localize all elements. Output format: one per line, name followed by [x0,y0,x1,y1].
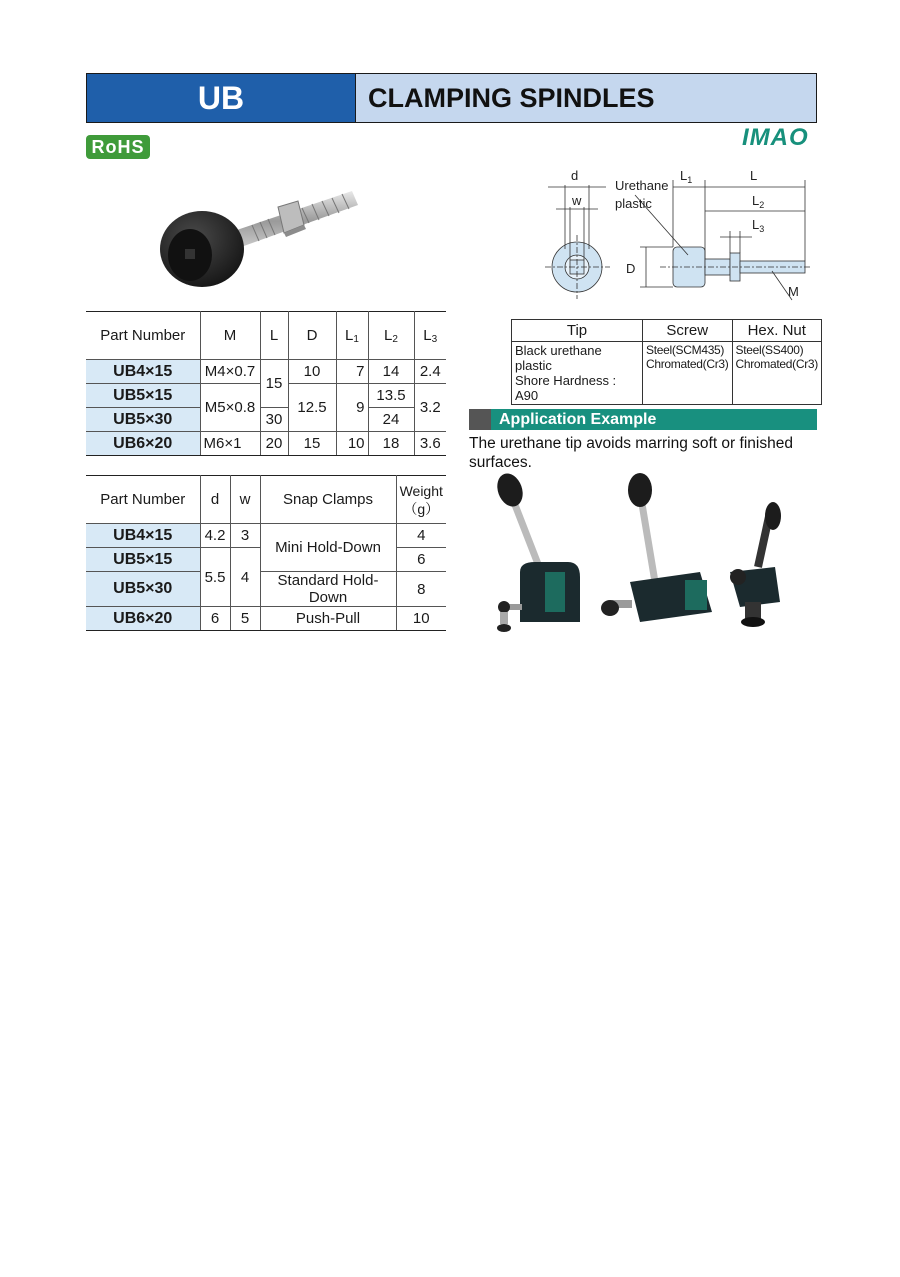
table-row: UB5×30 30 24 [86,408,446,432]
application-header [469,409,817,430]
rohs-badge: RoHS [86,135,150,159]
dim-l2-label: $L_2$ [752,193,765,210]
table-row: UB4×15 M4×0.7 15 10 7 14 2.4 [86,360,446,384]
col-l2: $L_2$ [368,312,414,360]
col-d: d [200,476,230,524]
page-header [86,73,817,123]
dimensions-table [86,311,446,456]
col-snap-clamps: Snap Clamps [260,476,396,524]
col-l3: $L_3$ [414,312,446,360]
screw-material: Steel(SCM435) Chromated(Cr3) [643,342,733,405]
table-row: UB6×20 M6×1 20 15 10 18 3.6 [86,432,446,456]
col-tip: Tip [512,320,643,342]
tip-material: Black urethane plastic Shore Hardness : A90 [512,342,643,405]
col-l1: $L_1$ [336,312,368,360]
application-title: Application Example [499,411,657,428]
col-hex-nut: Hex. Nut [732,320,822,342]
table-row: UB5×30 Standard Hold-Down 8 [86,572,446,607]
weight-table [86,475,446,631]
dim-l3-label: $L_3$ [752,217,765,234]
col-part-number: Part Number [86,312,200,360]
col-m: M [200,312,260,360]
col-d: D [288,312,336,360]
table-row: UB5×15 M5×0.8 12.5 9 13.5 3.2 [86,384,446,408]
table-row: UB6×20 6 5 Push-Pull 10 [86,607,446,631]
product-code: UB [87,74,356,122]
urethane-label: Urethane [615,178,669,193]
nut-material: Steel(SS400) Chromated(Cr3) [732,342,822,405]
dim-d-label: d [571,168,579,183]
application-photo [490,472,810,640]
product-title: CLAMPING SPINDLES [356,74,816,122]
dim-l1-label: $L_1$ [680,168,693,185]
brand-logo: IMAO [742,124,809,151]
dimension-drawing [540,165,820,315]
col-w: w [230,476,260,524]
dim-w-label: w [572,193,582,208]
dim-l-label: L [750,168,758,183]
table-row: UB4×15 4.2 3 Mini Hold-Down 4 [86,524,446,548]
material-table [511,319,822,405]
dim-D-label: D [626,261,636,276]
col-weight: Weight （g） [396,476,446,524]
dim-m-label: M [788,284,799,299]
col-l: L [260,312,288,360]
col-part-number: Part Number [86,476,200,524]
table-row: UB5×15 5.5 4 6 [86,548,446,572]
application-text: The urethane tip avoids marring soft or finished surfaces. [469,435,793,471]
product-photo [152,183,362,295]
col-screw: Screw [643,320,733,342]
plastic-label: plastic [615,196,652,211]
